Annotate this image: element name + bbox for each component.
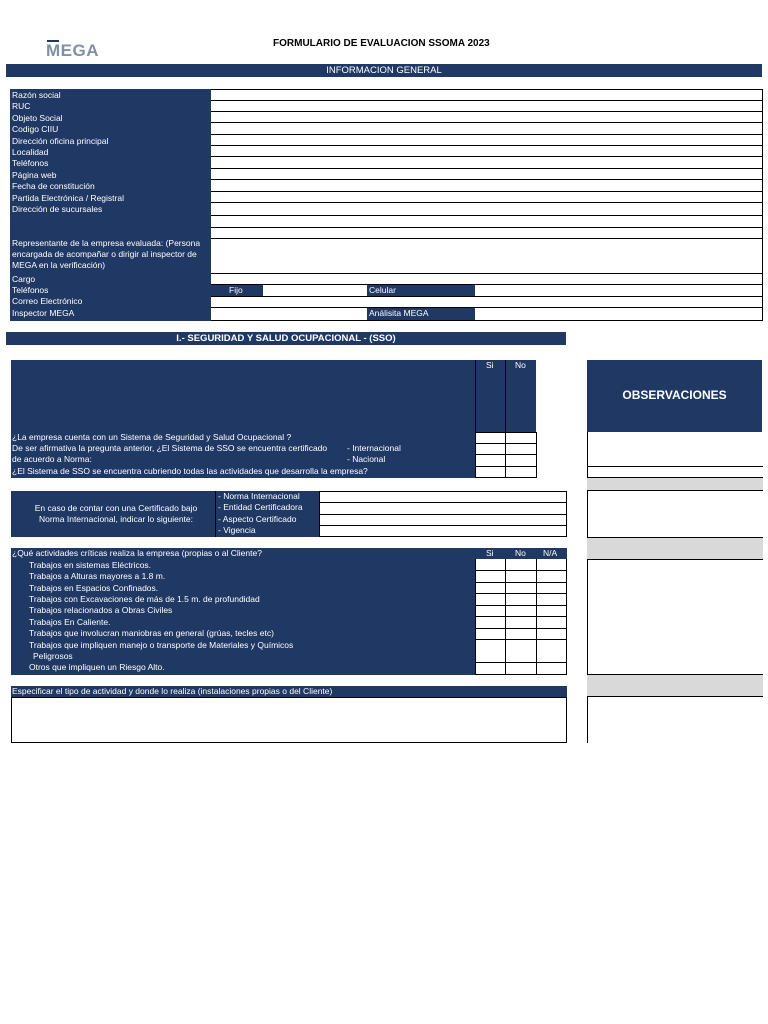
grid-line — [475, 443, 537, 444]
cert-item-aspecto: - Aspecto Certificado — [218, 514, 297, 524]
grid-line — [475, 582, 567, 583]
observaciones-title: OBSERVACIONES — [622, 388, 727, 402]
no-column-header — [505, 360, 536, 432]
specify-header — [11, 686, 567, 697]
label-pagina-web: Página web — [12, 170, 57, 180]
celular-field[interactable] — [475, 285, 762, 296]
label-ruc: RUC — [12, 101, 31, 111]
certification-label: En caso de contar con una Certificado bajo Norma Internacional, indicar lo siguiente: — [34, 503, 198, 524]
label-objeto-social: Objeto Social — [12, 113, 63, 123]
label-analista: Análisita MEGA — [369, 308, 429, 318]
fijo-label-cell — [211, 285, 263, 296]
cert-item-vigencia: - Vigencia — [218, 525, 256, 535]
label-partida-registral: Partida Electrónica / Registral — [12, 193, 124, 203]
grid-divider — [505, 559, 506, 675]
activities-question: ¿Qué actividades críticas realiza la empresa (propias o al Cliente? — [12, 548, 262, 558]
grid-line — [319, 502, 567, 503]
label-direccion-principal: Dirección oficina principal — [12, 136, 109, 146]
label-no-activities: No — [515, 548, 526, 558]
field-line — [211, 179, 763, 180]
activity-riesgo-alto: Otros que impliquen un Riesgo Alto. — [29, 662, 165, 672]
label-no: No — [515, 360, 526, 370]
field-line — [211, 238, 763, 239]
grid-line — [475, 628, 567, 629]
question-certified-b: de acuerdo a Norma: — [12, 454, 92, 464]
question-sso-system: ¿La empresa cuenta con un Sistema de Seguridad y Salud Ocupacional ? — [12, 432, 292, 442]
field-line — [211, 227, 763, 228]
si-column-header — [475, 360, 505, 432]
field-line — [211, 296, 763, 297]
section-general-title: INFORMACION GENERAL — [326, 65, 442, 76]
grid-line — [475, 616, 567, 617]
inspector-field[interactable] — [211, 308, 367, 320]
sso-question-header — [11, 360, 475, 432]
label-cargo: Cargo — [12, 274, 36, 284]
field-line — [211, 273, 763, 274]
field-line — [211, 145, 763, 146]
activity-espacios-confinados: Trabajos en Espacios Confinados. — [29, 583, 159, 593]
activity-alturas: Trabajos a Alturas mayores a 1.8 m. — [29, 571, 166, 581]
sso-section-title: I.- SEGURIDAD Y SALUD OCUPACIONAL - (SSO) — [176, 333, 396, 344]
field-line — [211, 122, 763, 123]
label-telefonos-rep: Teléfonos — [12, 285, 49, 295]
analista-label-cell — [367, 308, 475, 320]
label-si-activities: Si — [486, 548, 494, 558]
specify-label: Especificar el tipo de actividad y donde lo realiza (instalaciones propias o del Cliente) — [12, 686, 333, 696]
activity-maniobras: Trabajos que involucran maniobras en general (grúas, tecles etc) — [29, 628, 274, 638]
activity-caliente: Trabajos En Caliente. — [29, 617, 111, 627]
grid-line — [319, 525, 567, 526]
grid-line — [475, 662, 567, 663]
observaciones-header — [587, 360, 762, 432]
analista-field[interactable] — [475, 308, 762, 320]
field-line — [211, 215, 763, 216]
grid-line — [319, 514, 567, 515]
activities-answer-grid[interactable] — [475, 559, 567, 675]
question-coverage: ¿El Sistema de SSO se encuentra cubriendo todas las actividades que desarrolla la empresa? — [12, 466, 368, 476]
activity-excavaciones: Trabajos con Excavaciones de más de 1.5 m. de profundidad — [29, 594, 260, 604]
field-line — [211, 111, 763, 112]
field-line — [211, 168, 763, 169]
activity-peligrosos: Peligrosos — [33, 651, 73, 661]
question-certified-a: De ser afirmativa la pregunta anterior, ¿El Sistema de SSO se encuentra certificado — [12, 443, 328, 453]
field-line — [211, 191, 763, 192]
activity-obras-civiles: Trabajos relacionados a Obras Civiles — [29, 605, 173, 615]
activity-electricos: Trabajos en sistemas Eléctricos. — [29, 560, 152, 570]
si-no-answer-grid[interactable] — [475, 432, 537, 478]
section-general-header — [6, 64, 762, 77]
field-line — [211, 202, 763, 203]
obs-line — [587, 466, 763, 467]
page-title: FORMULARIO DE EVALUACION SSOMA 2023 — [273, 38, 490, 49]
cert-item-entidad: - Entidad Certificadora — [218, 502, 303, 512]
celular-label-cell — [367, 285, 475, 296]
grid-line — [475, 605, 567, 606]
label-na-activities: N/A — [543, 548, 558, 558]
grid-divider — [536, 559, 537, 675]
logo — [46, 38, 106, 62]
grid-line — [475, 639, 567, 640]
field-line — [211, 100, 763, 101]
grid-line — [475, 570, 567, 571]
fijo-field[interactable] — [263, 285, 367, 296]
label-codigo-ciiu: Codigo CIIU — [12, 124, 59, 134]
label-correo: Correo Electrónico — [12, 296, 83, 306]
label-razon-social: Razón social — [12, 90, 61, 100]
field-line — [211, 134, 763, 135]
option-internacional: - Internacional — [347, 443, 401, 453]
certification-label-block — [11, 491, 215, 537]
cert-item-norma: - Norma Internacional — [218, 491, 300, 501]
specify-textarea[interactable] — [11, 697, 567, 743]
label-fecha-constitucion: Fecha de constitución — [12, 181, 95, 191]
label-inspector: Inspector MEGA — [12, 308, 75, 318]
grid-line — [475, 593, 567, 594]
obs-grey-band — [587, 477, 763, 491]
label-representante: Representante de la empresa evaluada: (Persona encargada de acompañar o dirigir al inspector de MEGA en la verificación) — [12, 238, 201, 270]
grid-divider — [505, 432, 506, 478]
sso-section-header — [6, 332, 566, 345]
option-nacional: - Nacional — [347, 454, 386, 464]
label-fijo: Fijo — [229, 285, 243, 295]
activity-materiales-quimicos: Trabajos que impliquen manejo o transporte de Materiales y Químicos — [29, 640, 294, 650]
label-telefonos: Teléfonos — [12, 158, 49, 168]
grid-line — [475, 466, 537, 467]
obs-grey-band — [587, 537, 763, 560]
label-direccion-sucursales: Dirección de sucursales — [12, 204, 103, 214]
label-si: Si — [486, 360, 494, 370]
label-celular: Celular — [369, 285, 396, 295]
obs-grey-band — [587, 674, 763, 697]
grid-line — [475, 454, 537, 455]
label-localidad: Localidad — [12, 147, 49, 157]
field-line — [211, 156, 763, 157]
logo-text: MEGA — [46, 41, 99, 60]
